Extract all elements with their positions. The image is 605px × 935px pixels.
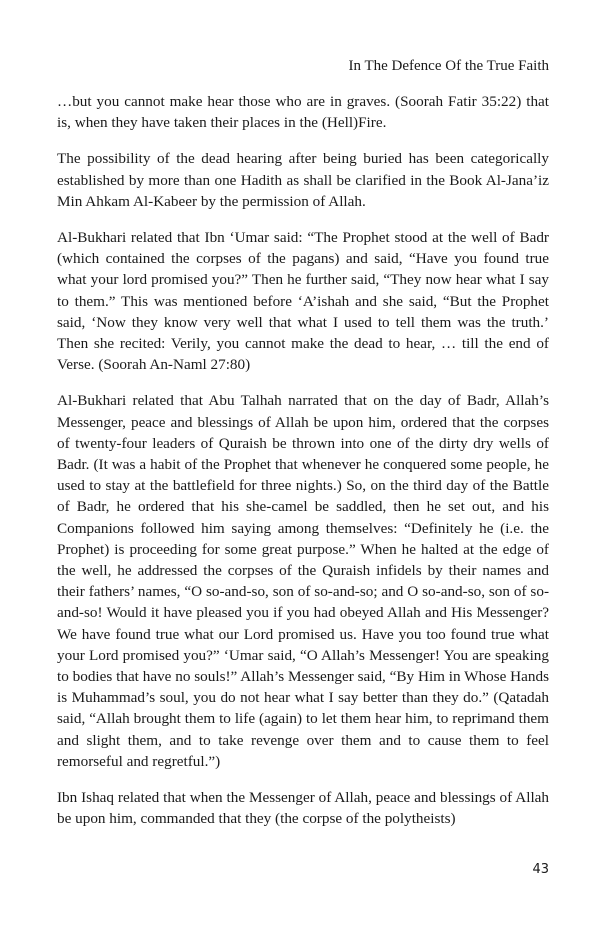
page-body [57, 91, 549, 845]
paragraph-ibn-ishaq: Ibn Ishaq related that when the Messenger of Allah, peace and blessings of Allah be upon him, commanded that they (the corpse of the polytheists) [57, 789, 549, 828]
paragraph-ibn-umar-hadith: Al-Bukhari related that Ibn ‘Umar said: “The Prophet stood at the well of Badr (which contained the corpses of the pagans) and said, “Have you found true what your lord promised you?” Then he further said, “They now hear what I say to them.” This was mentioned before ‘A’ishah and she said, “But the Prophet said, ‘Now they know very well that what I used to tell them was the truth.’ Then she recited: Verily, you cannot make the dead to hear, … till the end of Verse. (Soorah An-Naml 27:80) [57, 229, 549, 374]
running-header: In The Defence Of the True Faith [348, 58, 549, 74]
paragraph-quran-quote: …but you cannot make hear those who are in graves. (Soorah Fatir 35:22) that is, when they have taken their places in the (Hell)Fire. [57, 93, 549, 132]
paragraph-dead-hearing: The possibility of the dead hearing after being buried has been categorically established by more than one Hadith as shall be clarified in the Book Al-Jana’iz Min Ahkam Al-Kabeer by the permission of Allah. [57, 150, 549, 210]
paragraph-abu-talhah-hadith: Al-Bukhari related that Abu Talhah narrated that on the day of Badr, Allah’s Messenger, peace and blessings of Allah be upon him, ordered that the corpses of twenty-four leaders of Quraish be thrown into one of the dirty dry wells of Badr. (It was a habit of the Prophet that whenever he conquered some people, he used to stay at the battlefield for three nights.) So, on the third day of the Battle of Badr, he ordered that his she-camel be saddled, then he set out, and his Companions followed him saying among themselves: “Definitely he (i.e. the Prophet) is proceeding for some great purpose.” When he halted at the edge of the well, he addressed the corpses of the Quraish infidels by their names and their fathers’ names, “O so-and-so, son of so-and-so; and O so-and-so, son of so-and-so! Would it have pleased you if you had obeyed Allah and His Messenger? We have found true what our Lord promised us. Have you too found true what your Lord promised you?” ‘Umar said, “O Allah’s Messenger! You are speaking to bodies that have no souls!” Allah’s Messenger said, “By Him in Whose Hands is Muhammad’s soul, you do not hear what I say better than they do.” (Qatadah said, “Allah brought them to life (again) to let them hear him, to reprimand them and slight them, and to take revenge over them and to cause them to feel remorseful and regretful.”) [57, 392, 549, 770]
page-number: 43 [532, 862, 549, 877]
